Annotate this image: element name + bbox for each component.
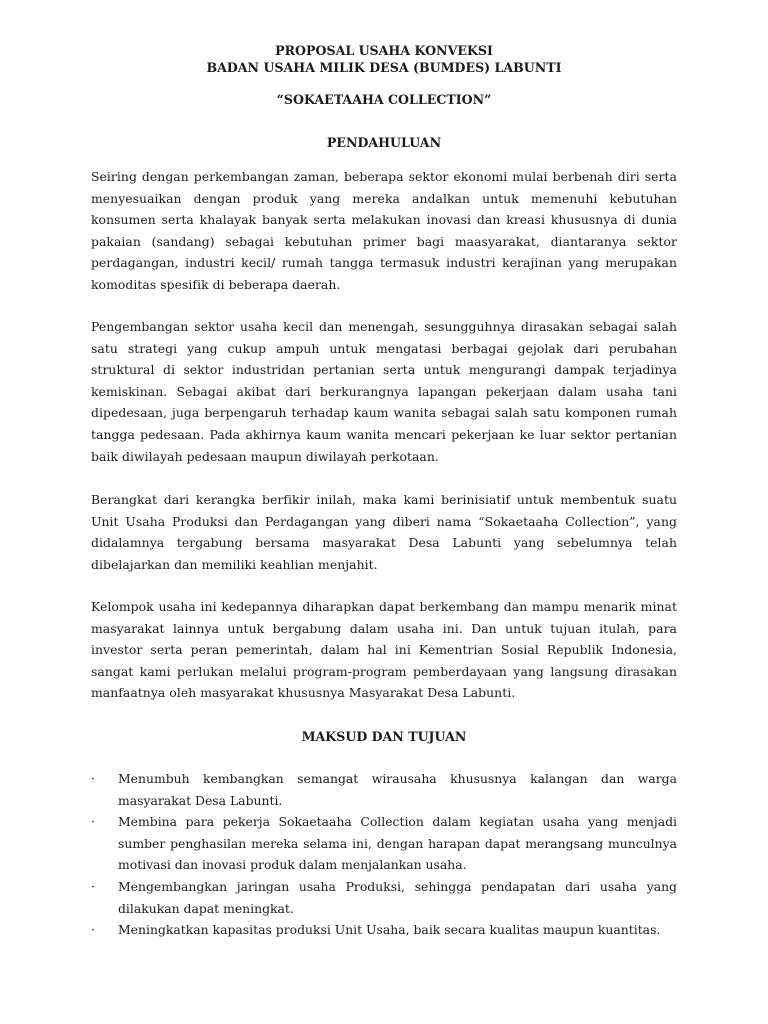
collection-name: “SOKAETAAHA COLLECTION” <box>276 92 492 107</box>
paragraph-2: Pengembangan sektor usaha kecil dan menengah, sesungguhnya dirasakan sebagai salah satu strategi yang cukup ampuh untuk mengatasi berbagai gejolak dari perubahan struktural di sektor industridan pertanian serta untuk mengurangi dampak terjadinya kemiskinan. Sebagai akibat dari berkurangnya lapangan pekerjaan dalam usaha tani dipedesaan, juga berpengaruh terhadap kaum wanita sebagai salah satu komponen rumah tangga pedesaan. Pada akhirnya kaum wanita mencari pekerjaan ke luar sektor pertanian baik diwilayah pedesaan maupun diwilayah perkotaan. <box>91 319 677 464</box>
section-heading-pendahuluan: PENDAHULUAN <box>326 135 442 150</box>
title-line-2: BADAN USAHA MILIK DESA (BUMDES) LABUNTI <box>206 60 562 75</box>
bullet-icon: · <box>91 878 95 894</box>
objective-text: Mengembangkan jaringan usaha Produksi, sehingga pendapatan dari usaha yang dilakukan dapat meningkat. <box>118 878 677 916</box>
title-line-1: PROPOSAL USAHA KONVEKSI <box>275 43 493 58</box>
list-item <box>91 811 677 876</box>
objectives-list <box>91 768 677 941</box>
bullet-icon: · <box>91 922 95 938</box>
bullet-icon: · <box>91 814 95 830</box>
list-item <box>91 919 677 941</box>
section-heading-maksud-tujuan: MAKSUD DAN TUJUAN <box>301 729 467 744</box>
list-item <box>91 876 677 919</box>
bullet-icon: · <box>91 771 95 786</box>
objective-text: Menumbuh kembangkan semangat wirausaha khususnya kalangan dan warga masyarakat Desa Labunti. <box>118 771 677 808</box>
document-title <box>0 42 768 76</box>
list-item <box>91 768 677 811</box>
paragraph-3: Berangkat dari kerangka berfikir inilah, maka kami berinisiatif untuk membentuk suatu Unit Usaha Produksi dan Perdagangan yang diberi nama “Sokaetaaha Collection”, yang didalamnya tergabung bersama masyarakat Desa Labunti yang sebelumnya telah dibelajarkan dan memiliki keahlian menjahit. <box>91 492 677 572</box>
paragraph-4: Kelompok usaha ini kedepannya diharapkan dapat berkembang dan mampu menarik minat masyarakat lainnya untuk bergabung dalam usaha ini. Dan untuk tujuan itulah, para investor serta peran pemerintah, dalam hal ini Kementrian Sosial Republik Indonesia, sangat kami perlukan melalui program-program pemberdayaan yang langsung dirasakan manfaatnya oleh masyarakat khususnya Masyarakat Desa Labunti. <box>91 599 677 701</box>
objective-text: Meningkatkan kapasitas produksi Unit Usaha, baik secara kualitas maupun kuantitas. <box>118 922 661 938</box>
paragraph-1: Seiring dengan perkembangan zaman, beberapa sektor ekonomi mulai berbenah diri serta menyesuaikan dengan produk yang mereka andalkan untuk memenuhi kebutuhan konsumen serta khalayak banyak serta melakukan inovasi dan kreasi khususnya di dunia pakaian (sandang) sebagai kebutuhan primer bagi maasyarakat, diantaranya sektor perdagangan, industri kecil/ rumah tangga termasuk industri kerajinan yang merupakan komoditas spesifik di beberapa daerah. <box>91 169 677 292</box>
objective-text: Membina para pekerja Sokaetaaha Collection dalam kegiatan usaha yang menjadi sumber penghasilan mereka selama ini, dengan harapan dapat merangsang munculnya motivasi dan inovasi produk dalam menjalankan usaha. <box>118 814 677 873</box>
